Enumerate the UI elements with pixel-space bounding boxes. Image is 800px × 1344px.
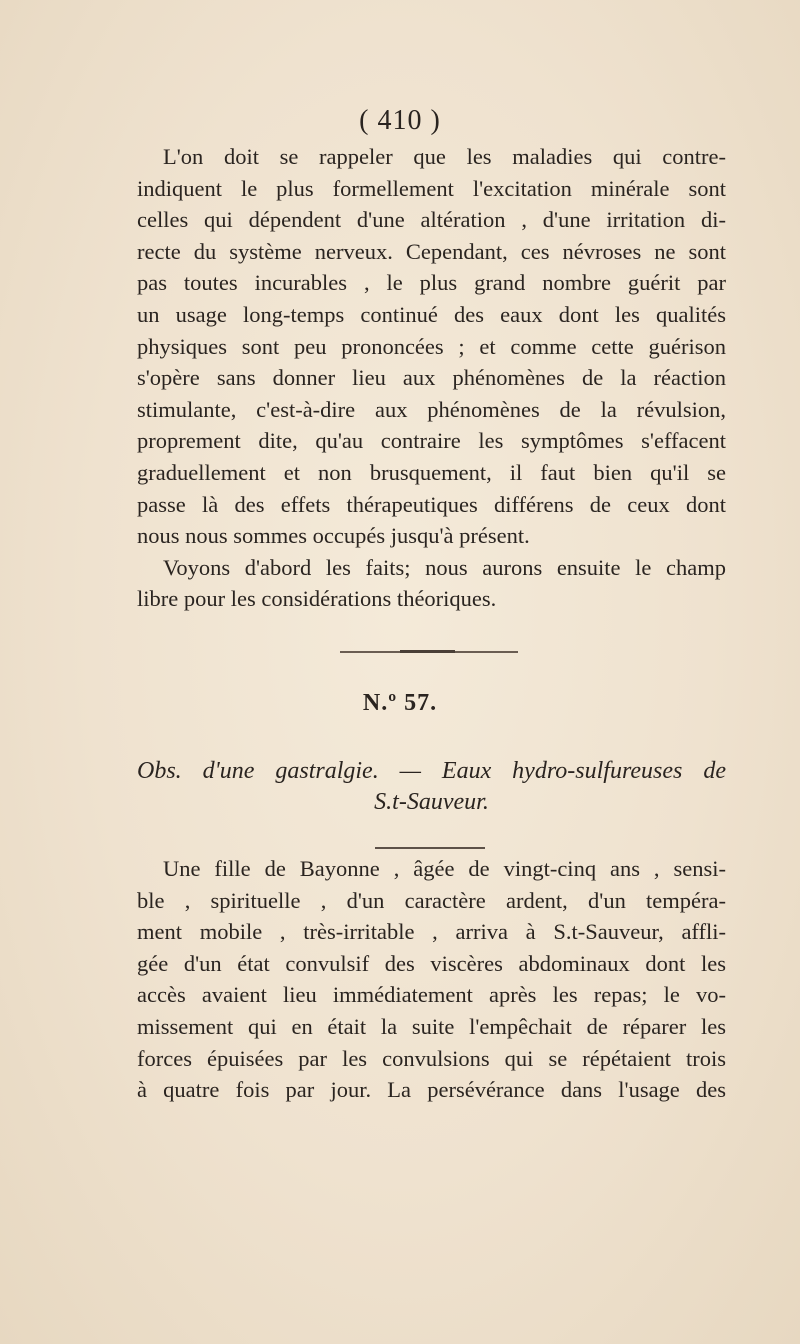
text-line: à quatre fois par jour. La persévérance dans l'usage des — [137, 1077, 726, 1103]
text-line: proprement dite, qu'au contraire les symptômes s'effacent — [137, 428, 726, 454]
text-line: L'on doit se rappeler que les maladies qui contre- — [163, 144, 726, 169]
text-line: Une fille de Bayonne , âgée de vingt-cinq ans , sensi- — [163, 856, 726, 881]
observation-title — [137, 756, 726, 818]
paragraph-observation — [137, 853, 726, 1106]
text-line: forces épuisées par les convulsions qui se répétaient trois — [137, 1045, 726, 1071]
text-line: celles qui dépendent d'une altération , d'une irritation di- — [137, 207, 726, 233]
section-number: N.º 57. — [362, 690, 438, 716]
text-line: graduellement et non brusquement, il faut bien qu'il se — [137, 459, 726, 485]
paragraph-intro — [137, 141, 726, 615]
text-line: libre pour les considérations théoriques. — [137, 586, 497, 612]
observation-title-line: S.t-Sauveur. — [374, 789, 489, 815]
page-number: ( 410 ) — [359, 105, 441, 136]
text-line: missement qui en était la suite l'empêchait de réparer les — [137, 1013, 726, 1039]
text-line: ment mobile , très-irritable , arriva à S.t-Sauveur, affli- — [137, 919, 726, 945]
text-line: ble , spirituelle , d'un caractère ardent, d'un tempéra- — [137, 887, 726, 913]
observation-title-line: Obs. d'une gastralgie. — Eaux hydro-sulfureuses de — [137, 758, 726, 784]
text-line: nous nous sommes occupés jusqu'à présent. — [137, 523, 530, 549]
text-line: s'opère sans donner lieu aux phénomènes de la réaction — [137, 365, 726, 391]
ornamental-rule-top — [340, 651, 518, 653]
text-line: stimulante, c'est-à-dire aux phénomènes de la révulsion, — [137, 396, 726, 422]
text-line: Voyons d'abord les faits; nous aurons ensuite le champ — [163, 554, 726, 580]
text-line: gée d'un état convulsif des viscères abdominaux dont les — [137, 950, 726, 976]
text-line: indiquent le plus formellement l'excitation minérale sont — [137, 175, 726, 201]
text-line: recte du système nerveux. Cependant, ces névroses ne sont — [137, 238, 726, 264]
ornamental-rule-bottom — [375, 847, 485, 849]
text-line: pas toutes incurables , le plus grand nombre guérit par — [137, 270, 726, 296]
text-line: physiques sont peu prononcées ; et comme cette guérison — [137, 333, 726, 359]
text-line: passe là des effets thérapeutiques différens de ceux dont — [137, 491, 726, 517]
text-line: accès avaient lieu immédiatement après les repas; le vo- — [137, 982, 726, 1008]
text-line: un usage long-temps continué des eaux dont les qualités — [137, 301, 726, 327]
